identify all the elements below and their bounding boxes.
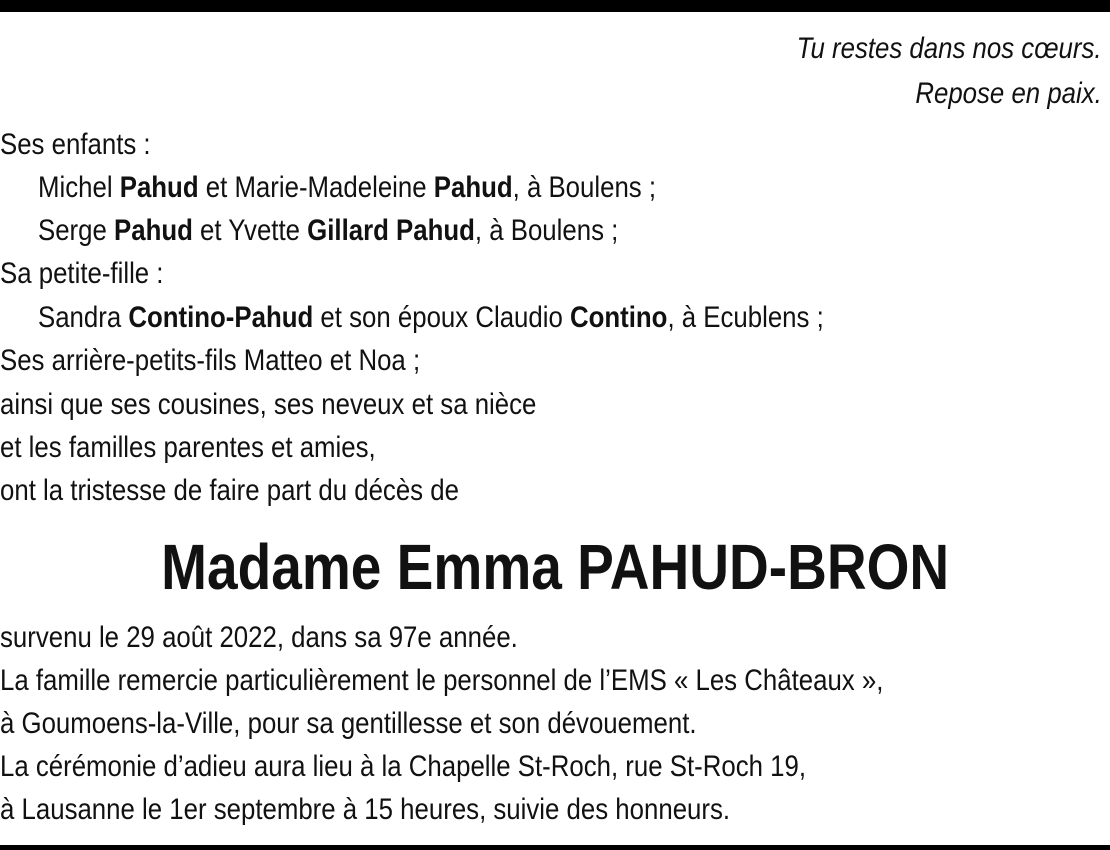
- top-border-rule: [0, 0, 1110, 12]
- child-spouse-last-name: Pahud: [433, 171, 513, 204]
- great-grandsons-line: Ses arrière-petits-fils Matteo et Noa ;: [0, 344, 421, 377]
- granddaughter-place: , à Ecublens ;: [667, 301, 824, 334]
- granddaughter-first-name: Sandra: [38, 301, 122, 334]
- child-conjunction: et Marie-Madeleine: [205, 171, 427, 204]
- child-place: , à Boulens ;: [474, 214, 619, 247]
- closing-line: à Lausanne le 1er septembre à 15 heures, suivie des honneurs.: [0, 793, 731, 826]
- child-last-name: Pahud: [119, 171, 199, 204]
- quote-line-1: Tu restes dans nos cœurs.: [797, 32, 1102, 65]
- families-line: et les familles parentes et amies,: [0, 431, 376, 464]
- quote-line-2: Repose en paix.: [915, 77, 1102, 110]
- child-spouse-last-name: Gillard Pahud: [307, 214, 475, 247]
- child-place: , à Boulens ;: [512, 171, 657, 204]
- closing-line: survenu le 29 août 2022, dans sa 97e année.: [0, 621, 518, 654]
- announcement-line: ont la tristesse de faire part du décès de: [0, 474, 459, 507]
- child-entry: [38, 214, 618, 248]
- granddaughter-spouse-last-name: Contino: [570, 301, 668, 334]
- bottom-border-rule: [0, 845, 1110, 850]
- granddaughter-heading: Sa petite-fille :: [0, 257, 164, 290]
- child-last-name: Pahud: [114, 214, 193, 247]
- closing-line: La cérémonie d’adieu aura lieu à la Chapelle St-Roch, rue St-Roch 19,: [0, 750, 807, 783]
- relatives-line: ainsi que ses cousines, ses neveux et sa nièce: [0, 388, 537, 421]
- closing-line: à Goumoens-la-Ville, pour sa gentillesse et son dévouement.: [0, 707, 697, 740]
- child-first-name: Michel: [38, 171, 113, 204]
- granddaughter-entry: [38, 301, 824, 335]
- child-first-name: Serge: [38, 214, 107, 247]
- deceased-name: Madame Emma PAHUD-BRON: [160, 531, 950, 603]
- children-heading: Ses enfants :: [0, 128, 151, 161]
- closing-line: La famille remercie particulièrement le personnel de l’EMS « Les Châteaux »,: [0, 664, 884, 697]
- granddaughter-conjunction: et son époux Claudio: [320, 301, 563, 334]
- granddaughter-last-name: Contino-Pahud: [128, 301, 314, 334]
- child-entry: [38, 171, 656, 205]
- deceased-name-heading: [0, 532, 1110, 602]
- child-conjunction: et Yvette: [200, 214, 300, 247]
